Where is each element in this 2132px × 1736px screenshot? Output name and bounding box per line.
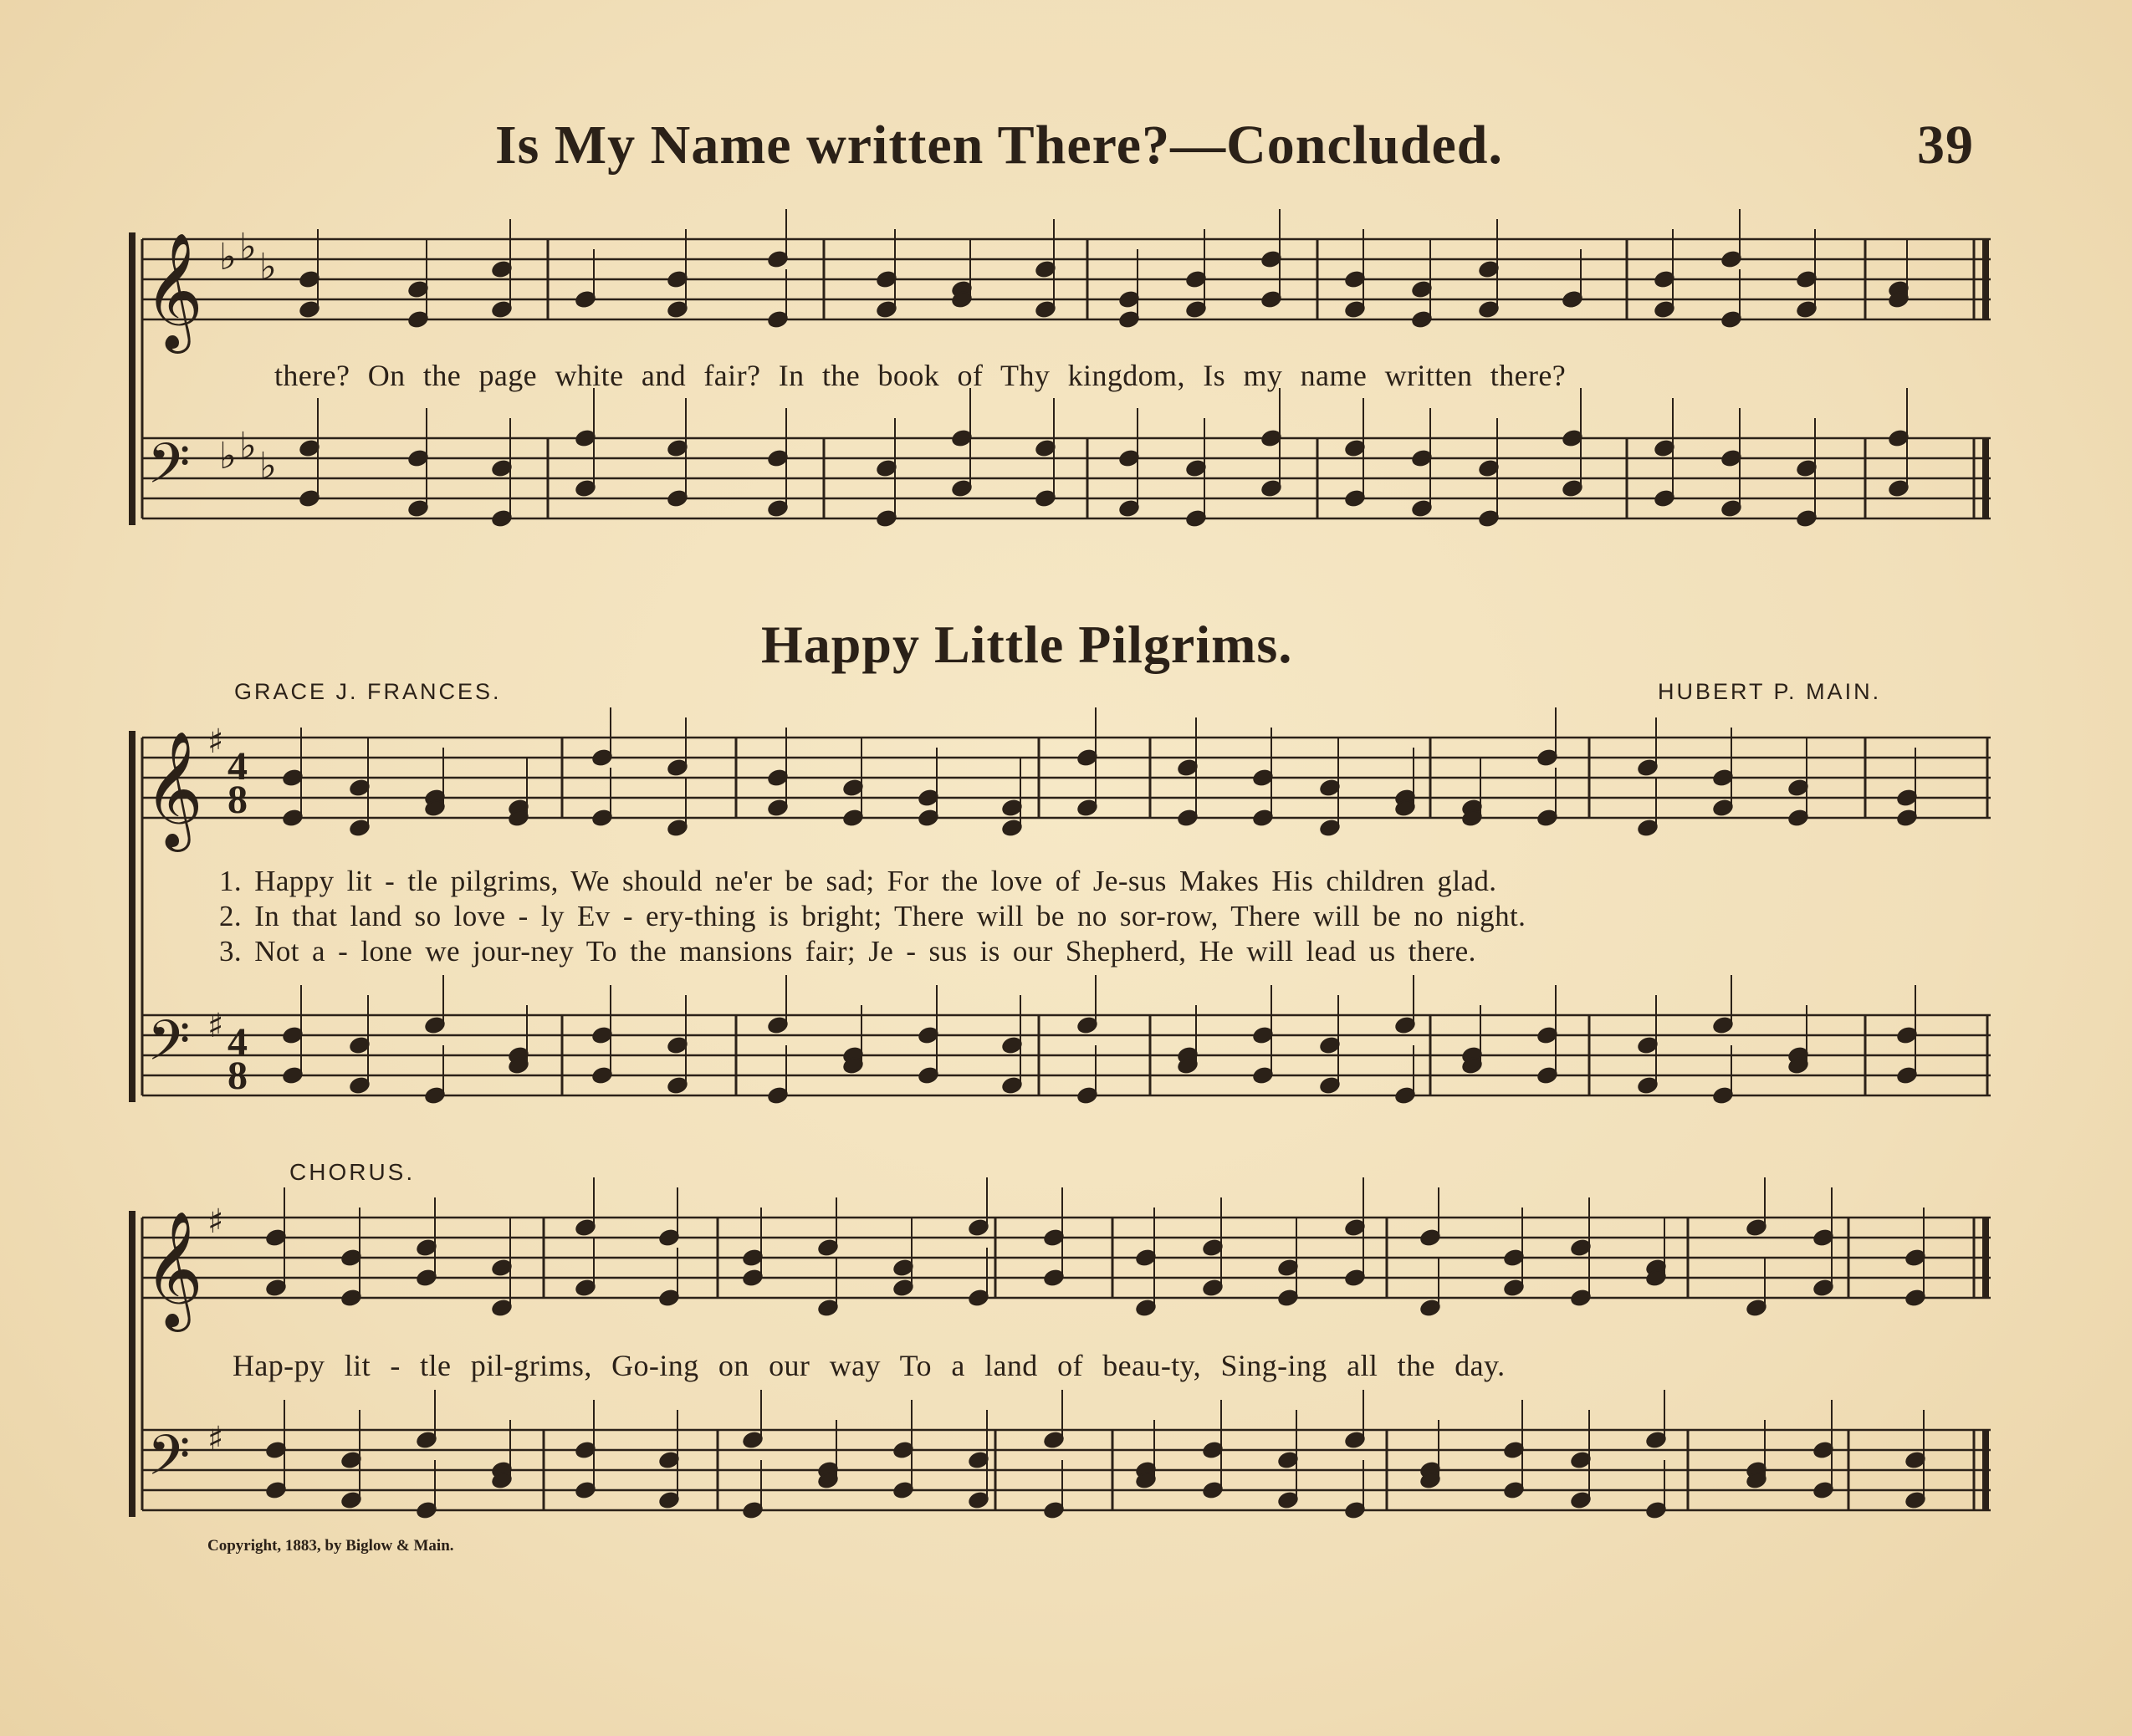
svg-text:𝄢: 𝄢 xyxy=(147,1008,191,1086)
verse-2: 2. In that land so love - ly Ev - ery-thing is bright; There will be no sor-row, There will be no night. xyxy=(219,900,1526,932)
system1-lyrics: there? On the page white and fair? In the book of Thy kingdom, Is my name written there? xyxy=(274,359,1567,392)
svg-text:8: 8 xyxy=(228,1054,248,1098)
svg-text:♭: ♭ xyxy=(239,425,257,467)
sharp-icon: ♯ xyxy=(207,722,224,761)
lyricist-credit: GRACE J. FRANCES. xyxy=(234,679,502,704)
page-number: 39 xyxy=(1917,115,1974,176)
svg-text:𝄢: 𝄢 xyxy=(147,1423,191,1501)
bass-clef-icon: 𝄢 xyxy=(147,431,191,509)
svg-text:♯: ♯ xyxy=(207,1007,224,1045)
treble-clef-icon: 𝄞 xyxy=(144,232,203,349)
verse-1: 1. Happy lit - tle pilgrims, We should ne'er be sad; For the love of Je-sus Makes His children glad. xyxy=(219,865,1497,897)
svg-text:♭: ♭ xyxy=(239,226,257,268)
chorus-lyrics: Hap-py lit - tle pil-grims, Go-ing on our way To a land of beau-ty, Sing-ing all the day. xyxy=(233,1349,1506,1382)
copyright-notice: Copyright, 1883, by Biglow & Main. xyxy=(207,1537,454,1555)
hymn-title: Happy Little Pilgrims. xyxy=(761,615,1293,674)
flat-icon: ♭ xyxy=(219,236,237,278)
chorus-label: CHORUS. xyxy=(289,1159,416,1185)
svg-text:4: 4 xyxy=(228,1020,248,1065)
header-title: Is My Name written There?—Concluded. xyxy=(495,115,1503,176)
svg-text:♭: ♭ xyxy=(259,445,277,488)
verse-3: 3. Not a - lone we jour-ney To the mansions fair; Je - sus is our Shepherd, He will lead us there. xyxy=(219,935,1476,968)
svg-text:8: 8 xyxy=(228,778,248,822)
composer-credit: HUBERT P. MAIN. xyxy=(1658,679,1882,704)
svg-text:♯: ♯ xyxy=(207,1420,224,1458)
svg-text:𝄞: 𝄞 xyxy=(144,731,203,847)
svg-text:4: 4 xyxy=(228,744,248,789)
svg-text:𝄞: 𝄞 xyxy=(144,1211,203,1327)
svg-text:♭: ♭ xyxy=(259,246,277,288)
svg-text:♭: ♭ xyxy=(219,435,237,477)
svg-text:♯: ♯ xyxy=(207,1202,224,1241)
